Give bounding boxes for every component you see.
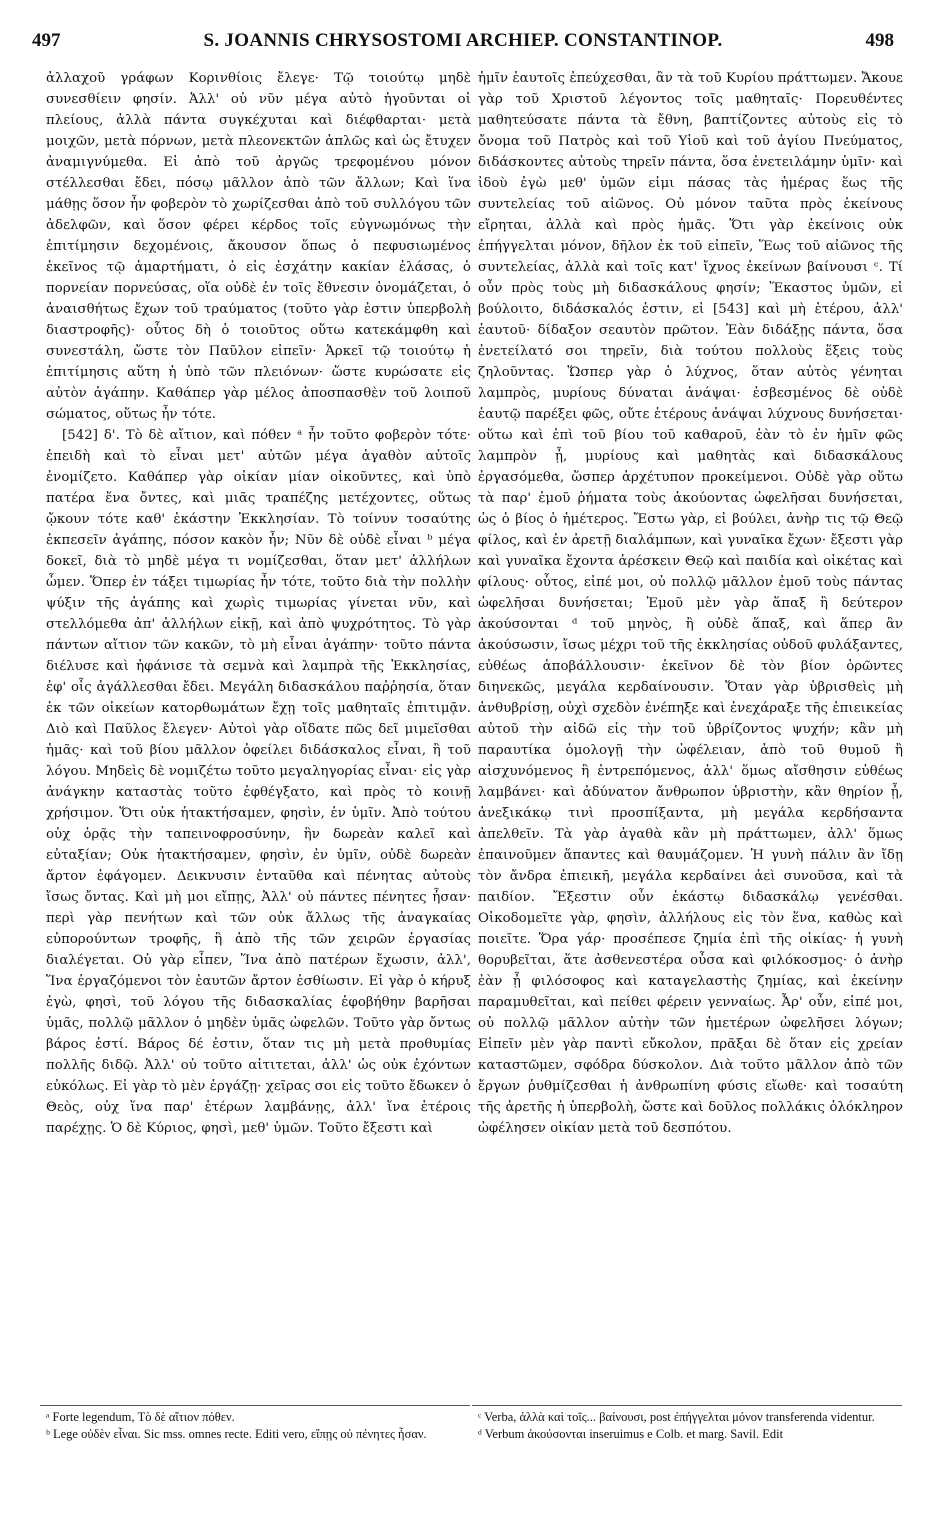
paragraph: ἡμῖν ἑαυτοῖς ἐπεύχεσθαι, ἂν τὰ τοῦ Κυρίου πράττωμεν. Ἄκουε γὰρ τοῦ Χριστοῦ λέγοντος τοῖς μαθηταῖς· Πορευθέντες μαθητεύσατε πάντα τὰ ἔθνη, βαπτίζοντες αὐτοὺς εἰς τὸ ὄνομα τοῦ Πατρὸς καὶ τοῦ Υἱοῦ καὶ τοῦ ἁγίου Πνεύματος, διδάσκοντες αὐτοὺς τηρεῖν πάντα, ὅσα ἐνετειλάμην ὑμῖν· καὶ ἰδοὺ ἐγὼ μεθ' ὑμῶν εἰμι πάσας τὰς ἡμέρας ἕως τῆς συντελείας τοῦ αἰῶνος. Οὐ μόνον ταῦτα πρὸς ἐκείνους εἴρηται, ἀλλὰ καὶ πρὸς ἡμᾶς. Ὅτι γὰρ ἐκείνοις οὐκ ἐπήγγελται μόνον, δῆλον ἐκ τοῦ εἰπεῖν, Ἕως τοῦ αἰῶνος τῆς συντελείας, ἀλλὰ καὶ τοῖς κατ' ἴχνος ἐκείνων βαίνουσι ᶜ. Τί οὖν πρὸς τοὺς μὴ διδασκάλους φησίν; Ἕκαστος ὑμῶν, εἰ βούλοιτο, διδάσκαλός ἐστιν, εἰ [543] καὶ μὴ ἑτέρου, ἀλλ' ἑαυτοῦ· δίδαξον σεαυτὸν πρῶτον. Ἐὰν διδάξῃς πάντα, ὅσα ἐνετείλατό σοι τηρεῖν, διὰ τούτου πολλοὺς ἕξεις τοὺς ζηλοῦντας. Ὥσπερ γὰρ ὁ λύχνος, ὅταν αὐτὸς γένηται λαμπρὸς, μυρίους δύναται ἀνάψαι· ἐσβεσμένος δὲ οὐδὲ ἑαυτῷ παρέξει φῶς, οὔτε ἑτέρους ἀνάψαι λύχνους δυνήσεται· οὕτω καὶ ἐπὶ τοῦ βίου τοῦ καθαροῦ, ἐὰν τὸ ἐν ἡμῖν φῶς λαμπρὸν ᾖ, μυρίους καὶ μαθητὰς καὶ διδασκάλους ἐργασόμεθα, ὥσπερ ἀρχέτυπον προκείμενοι. Οὐδὲ γὰρ οὕτω τὰ παρ' ἐμοῦ ῥήματα τοὺς ἀκούοντας ὠφελῆσαι δυνήσεται, ὡς ὁ βίος ὁ ἡμέτερος. Ἔστω γὰρ, εἰ βούλει, ἀνὴρ τις τῷ Θεῷ φίλος, καὶ ἐν ἀρετῇ διαλάμπων, καὶ γυναῖκα ἔχων· ἔξεστι γὰρ καὶ γυναῖκα ἔχοντα ἀρέσκειν Θεῷ καὶ παιδία καὶ οἰκέτας καὶ φίλους· οὗτος, εἰπέ μοι, οὐ πολλῷ μᾶλλον ἐμοῦ τοὺς πάντας ὠφελῆσαι δυνήσεται; Ἐμοῦ μὲν γὰρ ἅπαξ ἢ δεύτερον ἀκούσονται ᵈ τοῦ μηνὸς, ἢ οὐδὲ ἅπαξ, καὶ ἅπερ ἂν ἀκούσωσιν, ἴσως μέχρι τοῦ τῆς ἐκκλησίας οὐδοῦ φυλάξαντες, εὐθέως ἀποβάλλουσιν· ἐκεῖνον δὲ τὸν βίον ὁρῶντες διηνεκῶς, μεγάλα κερδαίνουσιν. Ὅταν γὰρ ὑβρισθεὶς μὴ ἀνθυβρίσῃ, οὐχὶ σχεδὸν ἐνέπηξε καὶ ἐνεχάραξε τῆς ἐπιεικείας αὐτοῦ τὴν αἰδῶ εἰς τὴν τοῦ ὑβρίζοντος ψυχήν; κἂν μὴ παραυτίκα ὁμολογῇ τὴν ὠφέλειαν, ἀπὸ τοῦ θυμοῦ ἢ αἰσχυνόμενος ἢ ἐντρεπόμενος, ἀλλ' ὅμως αἴσθησιν εὐθέως λαμβάνει· καὶ ἀδύνατον ἄνθρωπον ὑβριστὴν, κἂν θηρίον ᾖ, ἀνεξικάκῳ τινὶ προσπίξαντα, μὴ μεγάλα κερδήσαντα ἀπελθεῖν. Τὰ γὰρ ἀγαθὰ κἂν μὴ πράττωμεν, ἀλλ' ὅμως ἐπαινοῦμεν ἅπαντες καὶ θαυμάζομεν. Ἡ γυνὴ πάλιν ἂν ἴδῃ τὸν ἄνδρα ἐπιεικῆ, μεγάλα κερδαίνει ἀεὶ συνοῦσα, καὶ τὰ παιδίον. Ἔξεστιν οὖν ἑκάστῳ διδασκάλῳ γενέσθαι. Οἰκοδομεῖτε γὰρ, φησὶν, ἀλλήλους εἰς τὸν ἕνα, καθὼς καὶ ποιεῖτε. Ὅρα γάρ· προσέπεσε ζημία ἐπὶ τῆς οἰκίας· ἡ γυνὴ θορυβεῖται, ἅτε ἀσθενεστέρα οὖσα καὶ φιλόκοσμος· ὁ ἀνὴρ ἐὰν ᾖ φιλόσοφος καὶ καταγελαστὴς ζημίας, καὶ ἐκείνην παραμυθεῖται, καὶ πείθει φέρειν γενναίως. Ἆρ' οὖν, εἰπέ μοι, οὐ πολλῷ μᾶλλον αὐτὴν τῶν ἡμετέρων ὠφελῆσει λόγων; Εἰπεῖν μὲν γὰρ παντὶ εὔκολον, πρᾶξαι δὲ ὅταν εἰς χρείαν καταστῶμεν, σφόδρα δύσκολον. Διὰ τοῦτο μᾶλλον ἀπὸ τῶν ἔργων ῥυθμίζεσθαι ἡ ἀνθρωπίνη φύσις εἴωθε· καὶ τοσαύτη τῆς ἀρετῆς ἡ ὑπερβολὴ, ὥστε καὶ δοῦλος πολλάκις ὁλόκληρον ὠφέλησεν οἰκίαν μετὰ τοῦ δεσπότου.: [478, 71, 903, 1136]
footnotes-left: [46, 1410, 476, 1444]
footnote: ᶜ Verba, ἀλλὰ καὶ τοῖς... βαίνουσι, post ἐπήγγελται μόνον transferenda videntur.: [478, 1410, 875, 1424]
paragraph: ἀλλαχοῦ γράφων Κορινθίοις ἔλεγε· Τῷ τοιούτῳ μηδὲ συνεσθίειν φησίν. Ἀλλ' οὐ νῦν μέγα αὐτὸ ἡγοῦνται οἱ πλείους, ἀλλὰ πάντα συγκέχυται καὶ διέφθαρται· μετὰ μοιχῶν, μετὰ πόρνων, μετὰ πλεονεκτῶν ἁπλῶς καὶ ὡς ἔτυχεν ἀναμιγνύμεθα. Εἰ ἀπὸ τοῦ ἀργῶς τρεφομένου μόνον στέλλεσθαι ἔδει, πόσῳ μᾶλλον ἀπὸ τῶν ἄλλων; Καὶ ἵνα μάθῃς ὅσον ἦν φοβερὸν τὸ χωρίζεσθαι ἀπὸ τοῦ συλλόγου τῶν ἀδελφῶν, καὶ ὅσον φέρει κέρδος τοῖς εὐγνωμόνως τὴν ἐπιτίμησιν δεχομένοις, ἄκουσον ὅπως ὁ πεφυσιωμένος ἐκεῖνος τῷ ἁμαρτήματι, ὁ εἰς ἐσχάτην κακίαν ἐλάσας, ὁ πορνείαν πορνεύσας, οἵα οὐδὲ ἐν τοῖς ἔθνεσιν ὀνομάζεται, ὁ ἀναισθήτως ἔχων τοῦ τραύματος (τοῦτο γὰρ ἐστιν ὑπερβολὴ διαστροφῆς)· οὗτος δὴ ὁ τοιοῦτος οὕτω κατεκάμφθη καὶ συνεστάλη, ὥστε τὸν Παῦλον εἰπεῖν· Ἀρκεῖ τῷ τοιούτῳ ἡ ἐπιτίμησις αὕτη ἡ ὑπὸ τῶν πλειόνων· ὥστε κυρώσατε εἰς αὐτὸν ἀγάπην. Καθάπερ γὰρ μέλος ἀποσπασθὲν τοῦ λοιποῦ σώματος, οὕτως ἦν τότε.: [46, 71, 471, 422]
page-header: [28, 30, 898, 60]
page-number-left: 497: [32, 30, 61, 51]
running-title: S. JOANNIS CHRYSOSTOMI ARCHIEP. CONSTANTINOP.: [203, 30, 723, 51]
left-column: [46, 68, 471, 1139]
right-column: [478, 68, 903, 1139]
footnotes-right: [478, 1410, 908, 1444]
page-number-right: 498: [865, 30, 894, 51]
footnote: ᵃ Forte legendum, Τὸ δὲ αἴτιον πόθεν.: [46, 1410, 235, 1424]
footnote-divider-right: [472, 1405, 902, 1406]
footnote-divider-left: [40, 1405, 470, 1406]
paragraph: [542] δ'. Τὸ δὲ αἴτιον, καὶ πόθεν ᵃ ἦν τοῦτο φοβερὸν τότε· ἐπειδὴ καὶ τὸ εἶναι μετ' αὐτῶν μέγα ἀγαθὸν αὐτοῖς ἐνομίζετο. Καθάπερ γὰρ οἰκίαν μίαν οἰκοῦντες, καὶ ὑπὸ πατέρα ἕνα ὄντες, καὶ μιᾶς τραπέζης μετέχοντες, οὕτως ᾤκουν τότε καθ' ἑκάστην Ἐκκλησίαν. Τὸ τοίνυν τοσαύτης ἐκπεσεῖν ἀγάπης, πόσον κακὸν ἦν; Νῦν δὲ οὐδὲ εἶναι ᵇ μέγα δοκεῖ, διὰ τὸ μηδὲ μέγα τι νομίζεσθαι, ὅταν μετ' ἀλλήλων ὦμεν. Ὅπερ ἐν τάξει τιμωρίας ἦν τότε, τοῦτο διὰ τὴν πολλὴν ψύξιν τῆς ἀγάπης καὶ χωρὶς τιμωρίας γίνεται νῦν, καὶ στελλόμεθα ἀπ' ἀλλήλων εἰκῇ, καὶ ἀπὸ ψυχρότητος. Τὸ γὰρ πάντων αἴτιον τῶν κακῶν, τὸ μὴ εἶναι ἀγάπην· τοῦτο πάντα διέλυσε καὶ ἠφάνισε τὰ σεμνὰ καὶ λαμπρὰ τῆς Ἐκκλησίας, ἐφ' οἷς ἀγάλλεσθαι ἔδει. Μεγάλη διδασκάλου παῤῥησία, ὅταν ἐκ τῶν οἰκείων κατορθωμάτων ἔχῃ τοῖς μαθηταῖς ἐπιτιμᾷν. Διὸ καὶ Παῦλος ἔλεγεν· Αὐτοὶ γὰρ οἴδατε πῶς δεῖ μιμεῖσθαι ἡμᾶς· καὶ τοῦ βίου μᾶλλον ὀφείλει διδάσκαλος εἶναι, ἢ τοῦ λόγου. Μηδεὶς δὲ νομιζέτω τοῦτο μεγαληγορίας εἶναι· εἰς γὰρ ἀνάγκην καταστὰς τοῦτο ἐφθέγξατο, καὶ πρὸς τὸ κοινῇ χρήσιμον. Ὅτι οὐκ ἠτακτήσαμεν, φησὶν, ἐν ὑμῖν. Ἀπὸ τούτου οὐχ ὁρᾷς τὴν ταπεινοφροσύνην, ἣν δωρεὰν καλεῖ καὶ εὐταξίαν; Οὐκ ἠτακτήσαμεν, φησὶν, ἐν ὑμῖν, οὐδὲ δωρεὰν ἄρτον ἐφάγομεν. Δεικνυσιν ἐνταῦθα καὶ πένητας αὐτοὺς ἴσως ὄντας. Καὶ μὴ μοι εἴπῃς, Ἀλλ' οὐ πάντες πένητες ἦσαν· περὶ γὰρ πενήτων καὶ τῶν οὐκ ἄλλως τῆς ἀναγκαίας εὐπορούντων τροφῆς, ἢ ἀπὸ τῆς τῶν χειρῶν ἐργασίας διαλέγεται. Οὐ γὰρ εἶπεν, Ἵνα ἀπὸ πατέρων ἔχωσιν, ἀλλ', Ἵνα ἐργαζόμενοι τὸν ἑαυτῶν ἄρτον ἐσθίωσιν. Εἰ γὰρ ὁ κήρυξ ἐγὼ, φησὶ, τοῦ λόγου τῆς διδασκαλίας ἐφοβήθην βαρῆσαι ὑμᾶς, πολλῷ μᾶλλον ὁ μηδὲν ὑμᾶς ὠφελῶν. Τοῦτο γὰρ ὄντως βάρος ἐστί. Βάρος δέ ἐστιν, ὅταν τις μὴ μετὰ προθυμίας πολλῆς διδῷ. Ἀλλ' οὐ τοῦτο αἰτιτεται, ἀλλ' ὡς οὐκ ἐχόντων εὐκόλως. Εἰ γὰρ τὸ μὲν ἐργάζῃ· χεῖρας σοι εἰς τοῦτο ἔδωκεν ὁ Θεὸς, οὐχ ἵνα παρ' ἑτέρων λαμβάνῃς, ἀλλ' ἵνα ἑτέροις παρέχῃς. Ὁ δὲ Κύριος, φησὶ, μεθ' ὑμῶν. Τοῦτο ἔξεστι καὶ: [46, 428, 471, 1136]
footnote: ᵇ Lege οὐδὲν εἶναι. Sic mss. omnes recte. Editi vero, εἴπῃς οὐ πένητες ἦσαν.: [46, 1427, 427, 1441]
footnote: ᵈ Verbum ἀκούσονται inseruimus e Colb. et marg. Savil. Edit: [478, 1427, 784, 1441]
